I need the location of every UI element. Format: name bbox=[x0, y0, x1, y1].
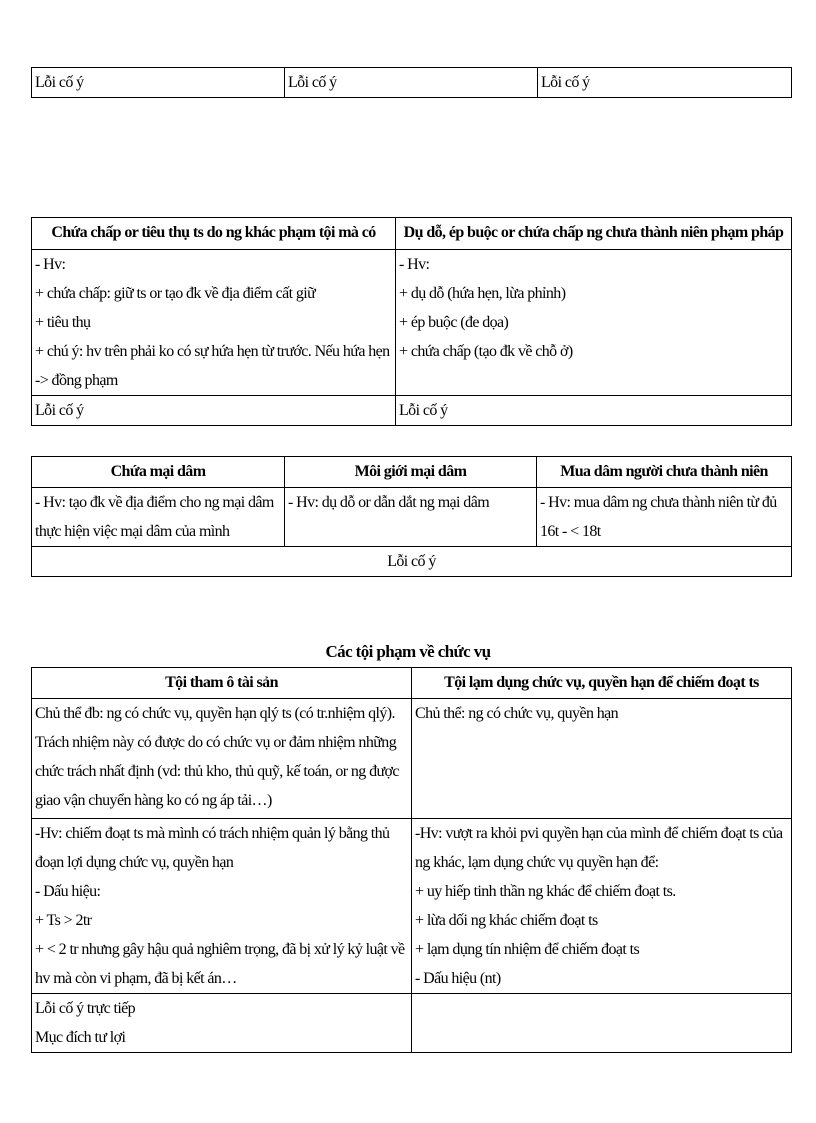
table3-cell-1 bbox=[32, 488, 285, 547]
table2-footer-left: Lỗi cố ý bbox=[32, 396, 396, 426]
table1-cell-3: Lỗi cố ý bbox=[538, 68, 792, 98]
list-item: -Hv: vượt ra khỏi pvi quyền hạn của mình để chiếm đoạt ts của bbox=[415, 825, 783, 842]
table4-row2-right bbox=[412, 819, 792, 994]
list-item: + chứa chấp (tạo đk về chỗ ở) bbox=[399, 343, 573, 360]
list-item: Mục đích tư lợi bbox=[35, 1029, 126, 1046]
table4-row3-left bbox=[32, 994, 412, 1053]
table2-footer-right: Lỗi cố ý bbox=[396, 396, 792, 426]
list-item: + ép buộc (đe dọa) bbox=[399, 314, 509, 331]
list-item: + < 2 tr nhưng gây hậu quả nghiêm trọng, đã bị xử lý kỷ luật về bbox=[35, 941, 405, 958]
list-item: Trách nhiệm này có được do có chức vụ or đảm nhiệm những bbox=[35, 734, 397, 751]
list-item: + chứa chấp: giữ ts or tạo đk về địa điểm cất giữ bbox=[35, 285, 316, 302]
list-item: -Hv: chiếm đoạt ts mà mình có trách nhiệm quản lý bằng thủ bbox=[35, 825, 390, 842]
table-chuc-vu bbox=[31, 667, 792, 1053]
list-item: giao vận chuyển hàng ko có ng áp tải…) bbox=[35, 792, 272, 809]
table3-header-3: Mua dâm người chưa thành niên bbox=[537, 457, 792, 488]
table4-row3-right bbox=[412, 994, 792, 1053]
section-title: Các tội phạm về chức vụ bbox=[325, 642, 491, 661]
list-item: - Dấu hiệu: bbox=[35, 883, 101, 900]
list-item: -> đồng phạm bbox=[35, 372, 118, 389]
table4-row1-left bbox=[32, 699, 412, 819]
table-mai-dam bbox=[31, 456, 792, 577]
table3-header-2: Môi giới mại dâm bbox=[285, 457, 537, 488]
list-item: Lỗi cố ý trực tiếp bbox=[35, 1000, 136, 1017]
list-item: - Hv: bbox=[35, 256, 66, 273]
list-item: thực hiện việc mại dâm của mình bbox=[35, 523, 230, 540]
table1-cell-2: Lỗi cố ý bbox=[285, 68, 538, 98]
list-item: Chủ thể đb: ng có chức vụ, quyền hạn qlý ts (có tr.nhiệm qlý). bbox=[35, 705, 395, 722]
table3-cell-2 bbox=[285, 488, 537, 547]
table4-row1-right bbox=[412, 699, 792, 819]
list-item: + lạm dụng tín nhiệm để chiếm đoạt ts bbox=[415, 941, 640, 958]
table4-row2-left bbox=[32, 819, 412, 994]
table2-header-right: Dụ dỗ, ép buộc or chứa chấp ng chưa thành niên phạm pháp bbox=[396, 218, 792, 250]
list-item: đoạn lợi dụng chức vụ, quyền hạn bbox=[35, 854, 234, 871]
list-item: - Hv: bbox=[399, 256, 430, 273]
list-item: hv mà còn vi phạm, đã bị kết án… bbox=[35, 970, 237, 987]
list-item: + chú ý: hv trên phải ko có sự hứa hẹn từ trước. Nếu hứa hẹn bbox=[35, 343, 390, 360]
list-item: + uy hiếp tinh thần ng khác để chiếm đoạt ts. bbox=[415, 883, 676, 900]
list-item: - Hv: dụ dỗ or dẫn dắt ng mại dâm bbox=[288, 494, 490, 511]
list-item: - Dấu hiệu (nt) bbox=[415, 970, 501, 987]
list-item: - Hv: mua dâm ng chưa thành niên từ đủ bbox=[540, 494, 777, 511]
table1-cell-1: Lỗi cố ý bbox=[32, 68, 285, 98]
list-item: + lừa dối ng khác chiếm đoạt ts bbox=[415, 912, 598, 929]
list-item: chức trách nhất định (vd: thủ kho, thủ quỹ, kế toán, or ng được bbox=[35, 763, 399, 780]
table2-body-right bbox=[396, 250, 792, 396]
list-item: ng khác, lạm dụng chức vụ quyền hạn để: bbox=[415, 854, 659, 871]
table3-cell-3 bbox=[537, 488, 792, 547]
table2-body-left bbox=[32, 250, 396, 396]
list-item: Chủ thể: ng có chức vụ, quyền hạn bbox=[415, 705, 619, 722]
list-item: 16t - < 18t bbox=[540, 523, 601, 540]
table3-footer: Lỗi cố ý bbox=[32, 547, 792, 577]
list-item: - Hv: tạo đk về địa điểm cho ng mại dâm bbox=[35, 494, 274, 511]
table4-header-right: Tội lạm dụng chức vụ, quyền hạn để chiếm đoạt ts bbox=[412, 668, 792, 699]
list-item: + tiêu thụ bbox=[35, 314, 91, 331]
list-item: + Ts > 2tr bbox=[35, 912, 92, 929]
table4-header-left: Tội tham ô tài sản bbox=[32, 668, 412, 699]
list-item: + dụ dỗ (hứa hẹn, lừa phỉnh) bbox=[399, 285, 566, 302]
table3-header-1: Chứa mại dâm bbox=[32, 457, 285, 488]
table-lỗi-cố-ý-row bbox=[31, 67, 792, 98]
table-chua-chap-du-do bbox=[31, 217, 792, 426]
table2-header-left: Chứa chấp or tiêu thụ ts do ng khác phạm tội mà có bbox=[32, 218, 396, 250]
